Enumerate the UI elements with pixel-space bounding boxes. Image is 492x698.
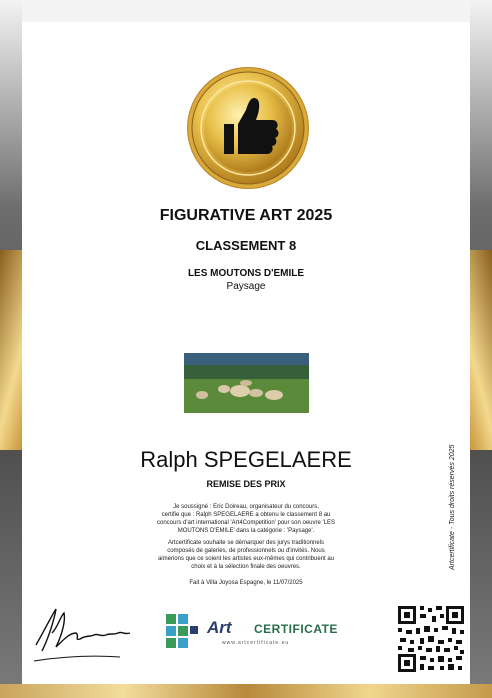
- thumbs-up-gold-medal-icon: [185, 65, 311, 191]
- logo-word: Art: [207, 618, 232, 637]
- description-line: choix et à la sélection finale des oeuvres.: [191, 564, 301, 570]
- artwork-category: Paysage: [226, 281, 266, 292]
- statement-line: certifie que : Ralph SPEGELAERE a obtenu le classement 8 au: [161, 512, 331, 518]
- competition-title: FIGURATIVE ART 2025: [159, 207, 333, 224]
- logo-certificate-text: CERTIFICATE: [254, 622, 338, 636]
- logo-url: www.artcertificate.eu: [222, 640, 290, 646]
- statement-line: concours d'art international 'Art4Competition' pour son oeuvre 'LES: [156, 520, 335, 526]
- frame-top: [0, 0, 492, 22]
- description-line: Artcertificate souhaite se démarquer des jurys traditionnels: [167, 540, 325, 546]
- artwork-image: [184, 353, 309, 413]
- place-date: Fait à Villa Joyosa Espagne, le 11/07/2025: [189, 580, 303, 586]
- copyright-notice: Artcertificate - Tous droits réservés 2025: [449, 444, 456, 570]
- statement-line: MOUTONS D'EMILE' dans la catégorie : 'Paysage'.: [177, 528, 315, 534]
- description-line: composés de galeries, de professionnels ou d'invités. Nous: [167, 548, 325, 554]
- statement-line: Je soussigné : Eric Doireau, organisateur du concours,: [173, 504, 319, 510]
- artist-name: Ralph SPEGELAERE: [140, 447, 352, 472]
- ranking-title: CLASSEMENT 8: [195, 238, 297, 253]
- qr-code-icon: [396, 604, 466, 674]
- ceremony-title: REMISE DES PRIX: [206, 479, 286, 489]
- description-paragraph: [135, 539, 357, 571]
- signature: [30, 603, 142, 669]
- frame-bottom: [0, 684, 492, 698]
- description-line: aimerions que ce soient les artistes eux-mêmes qui contribuent au: [157, 556, 335, 562]
- artwork-title: LES MOUTONS D'EMILE: [187, 268, 305, 279]
- statement-paragraph: [135, 503, 357, 535]
